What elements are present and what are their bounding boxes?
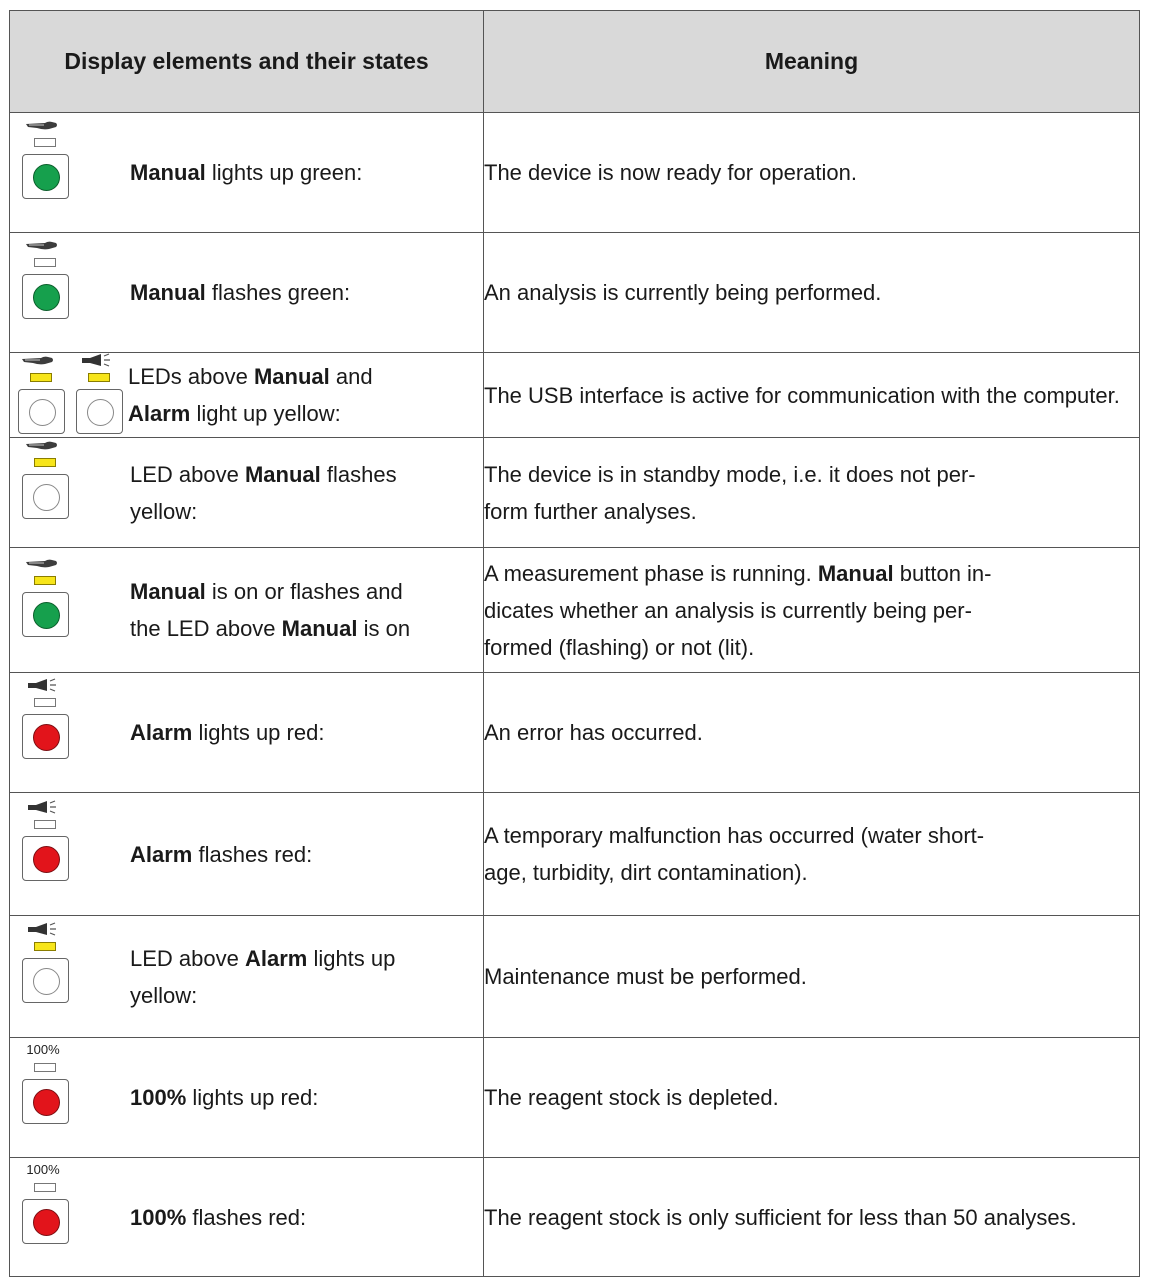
- meaning-cell: [484, 793, 1140, 916]
- button-frame: [22, 958, 69, 1003]
- hand-icon: [21, 353, 55, 367]
- text-fragment: the LED above: [130, 616, 282, 641]
- text-fragment: LED above: [130, 461, 245, 487]
- meaning-cell: [484, 916, 1140, 1038]
- indicator-unit: [10, 1043, 70, 1129]
- text-fragment: lights up red:: [186, 1085, 319, 1110]
- meaning-cell: [484, 548, 1140, 673]
- lamp-off: [33, 968, 60, 995]
- display-element-cell: [10, 673, 484, 793]
- text-fragment: The device is now ready for operation.: [484, 160, 857, 185]
- button-frame: [22, 836, 69, 881]
- bold-term: Alarm: [130, 720, 193, 745]
- indicator-icons: [10, 916, 122, 1037]
- indicator-unit: [64, 353, 124, 439]
- text-fragment: yellow:: [130, 498, 198, 524]
- text-fragment: The device is in standby mode, i.e. it does not per-: [484, 461, 976, 487]
- text-fragment: The USB interface is active for communication with the computer.: [484, 382, 1120, 408]
- table-row: [10, 673, 1140, 793]
- lamp-green: [33, 164, 60, 191]
- text-fragment: is on or flashes and: [205, 579, 403, 604]
- bold-term: Alarm: [244, 945, 308, 971]
- text-fragment: An analysis is currently being performed.: [484, 280, 882, 305]
- bold-term: Manual: [817, 560, 894, 586]
- text-fragment: and: [329, 364, 373, 389]
- text-fragment: flashes red:: [186, 1204, 307, 1230]
- text-fragment: flashes red:: [192, 841, 313, 867]
- lamp-green: [33, 284, 60, 311]
- indicator-unit: [10, 678, 70, 764]
- text-fragment: age, turbidity, dirt contamination).: [484, 860, 808, 885]
- lamp-off: [33, 484, 60, 511]
- text-fragment: dicates whether an analysis is currently being per-: [484, 597, 972, 623]
- indicator-unit: [10, 118, 70, 204]
- button-frame: [76, 389, 123, 434]
- text-fragment: An error has occurred.: [484, 720, 703, 745]
- text-fragment: flashes: [320, 461, 397, 487]
- led-yellow: [88, 373, 110, 382]
- indicator-unit: [10, 556, 70, 642]
- bold-term: Manual: [244, 461, 321, 487]
- header-display-elements: Display elements and their states: [10, 11, 484, 113]
- hand-icon: [25, 438, 59, 452]
- text-fragment: lights up green:: [205, 160, 363, 185]
- display-element-cell: [10, 353, 484, 438]
- button-frame: [22, 474, 69, 519]
- button-frame: [22, 154, 69, 199]
- indicator-icons: [10, 793, 122, 915]
- percent-label: 100%: [26, 1162, 60, 1177]
- text-fragment: The reagent stock is depleted.: [484, 1085, 779, 1110]
- text-fragment: A temporary malfunction has occurred (water short-: [484, 823, 985, 848]
- button-frame: [22, 1079, 69, 1124]
- bold-term: 100%: [130, 1085, 187, 1110]
- led-off: [34, 1183, 56, 1192]
- meaning-cell: [484, 673, 1140, 793]
- bold-term: 100%: [130, 1204, 187, 1230]
- text-fragment: The reagent stock is only sufficient for less than 50 analyses.: [484, 1204, 1077, 1230]
- bold-term: Manual: [130, 280, 206, 305]
- bold-term: Alarm: [128, 401, 191, 426]
- display-element-cell: [10, 548, 484, 673]
- meaning-cell: [484, 233, 1140, 353]
- meaning-cell: [484, 438, 1140, 548]
- text-fragment: lights up: [307, 945, 396, 971]
- table-body: [10, 113, 1140, 1277]
- text-fragment: flashes green:: [205, 280, 351, 305]
- table-row: [10, 353, 1140, 438]
- led-yellow: [30, 373, 52, 382]
- horn-icon: [25, 800, 59, 814]
- percent-label: 100%: [26, 1042, 60, 1057]
- table-row: [10, 916, 1140, 1038]
- indicator-icons: [10, 1158, 122, 1276]
- hand-icon: [25, 118, 59, 132]
- horn-icon: [25, 922, 59, 936]
- display-element-cell: [10, 438, 484, 548]
- lamp-off: [87, 399, 114, 426]
- indicator-unit: [10, 438, 70, 524]
- meaning-cell: [484, 1038, 1140, 1158]
- text-fragment: LEDs above: [128, 364, 254, 389]
- button-frame: [22, 714, 69, 759]
- lamp-red: [33, 1209, 60, 1236]
- meaning-cell: [484, 353, 1140, 438]
- indicator-unit: [10, 922, 70, 1008]
- table-row: [10, 438, 1140, 548]
- bold-term: Manual: [130, 160, 206, 185]
- indicator-icons: [10, 548, 122, 672]
- text-fragment: Maintenance must be performed.: [484, 964, 807, 989]
- meaning-cell: [484, 1158, 1140, 1277]
- led-off: [34, 698, 56, 707]
- indicator-icons: [10, 1038, 122, 1157]
- indicator-unit: [10, 800, 70, 886]
- button-frame: [22, 274, 69, 319]
- led-yellow: [34, 576, 56, 585]
- bold-term: Manual: [130, 579, 206, 604]
- text-fragment: formed (flashing) or not (lit).: [484, 634, 755, 660]
- bold-term: Manual: [253, 364, 330, 389]
- text-fragment: light up yellow:: [190, 401, 341, 426]
- text-fragment: form further analyses.: [484, 498, 697, 524]
- text-fragment: button in-: [893, 560, 992, 586]
- table-row: [10, 233, 1140, 353]
- indicator-icons: [10, 233, 122, 352]
- display-element-cell: [10, 233, 484, 353]
- indicator-unit: [10, 1163, 70, 1249]
- led-off: [34, 820, 56, 829]
- led-off: [34, 258, 56, 267]
- lamp-red: [33, 846, 60, 873]
- button-frame: [18, 389, 65, 434]
- lamp-red: [33, 1089, 60, 1116]
- lamp-red: [33, 724, 60, 751]
- button-frame: [22, 592, 69, 637]
- display-element-cell: [10, 1038, 484, 1158]
- indicator-unit: [6, 353, 66, 439]
- text-fragment: A measurement phase is running.: [484, 560, 818, 586]
- display-element-cell: [10, 1158, 484, 1277]
- indicator-unit: [10, 238, 70, 324]
- lamp-off: [29, 399, 56, 426]
- header-meaning: Meaning: [484, 11, 1140, 113]
- table-header-row: [10, 11, 1140, 113]
- indicator-icons: [10, 113, 122, 232]
- display-element-cell: [10, 113, 484, 233]
- bold-term: Manual: [281, 616, 358, 641]
- led-off: [34, 1063, 56, 1072]
- text-fragment: LED above: [130, 945, 245, 971]
- indicator-icons: [10, 438, 122, 547]
- hand-icon: [25, 238, 59, 252]
- table-row: [10, 113, 1140, 233]
- hand-icon: [25, 556, 59, 570]
- bold-term: Alarm: [130, 841, 193, 867]
- button-frame: [22, 1199, 69, 1244]
- meaning-cell: [484, 113, 1140, 233]
- horn-icon: [25, 678, 59, 692]
- indicator-icons: [10, 353, 122, 437]
- display-element-cell: [10, 793, 484, 916]
- display-element-cell: [10, 916, 484, 1038]
- text-fragment: yellow:: [130, 982, 198, 1008]
- table-row: [10, 548, 1140, 673]
- display-states-table: [9, 10, 1140, 1277]
- lamp-green: [33, 602, 60, 629]
- indicator-icons: [10, 673, 122, 792]
- table-row: [10, 1038, 1140, 1158]
- led-yellow: [34, 458, 56, 467]
- horn-icon: [79, 353, 113, 367]
- table-row: [10, 793, 1140, 916]
- text-fragment: lights up red:: [192, 720, 325, 745]
- led-yellow: [34, 942, 56, 951]
- led-off: [34, 138, 56, 147]
- table-row: [10, 1158, 1140, 1277]
- text-fragment: is on: [357, 616, 411, 641]
